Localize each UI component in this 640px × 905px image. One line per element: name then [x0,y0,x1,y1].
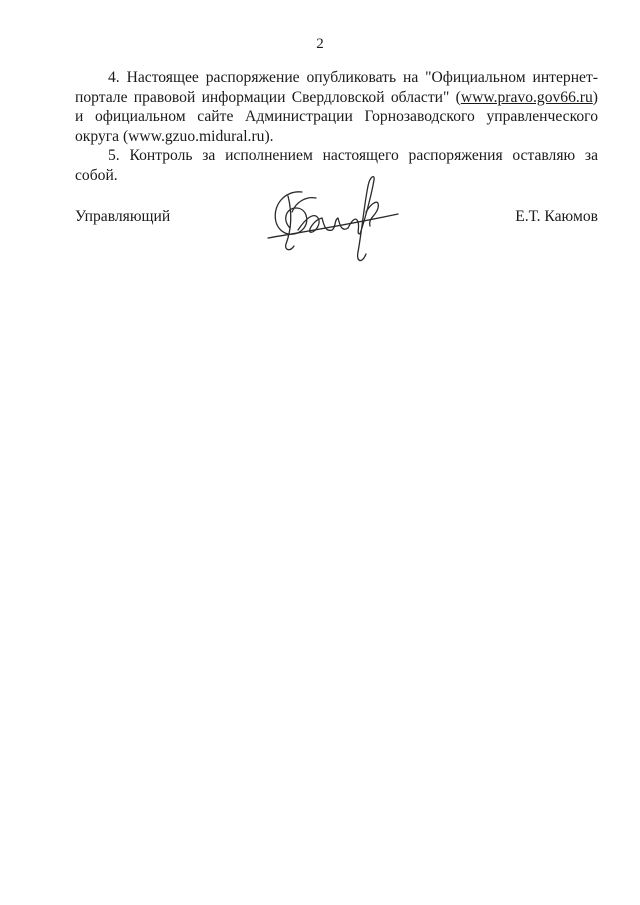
paragraph-4-text-start: 4. Настоящее распоряжение опубликовать на "Официальном интернет-портале правовой информации Свердловской области" ( [75,69,598,106]
paragraph-4 [75,68,598,146]
document-body [75,68,598,185]
pravo-link[interactable]: www.pravo.gov66.ru [460,88,593,106]
paragraph-5: 5. Контроль за исполнением настоящего распоряжения оставляю за собой. [75,147,598,184]
paragraph-4-text-end: ) и официальном сайте Администрации Горнозаводского управленческого округа (www.gzuo.midural.ru). [75,88,598,145]
signer-name: Е.Т. Каюмов [515,208,598,225]
page-number: 2 [316,36,324,52]
handwritten-signature [262,172,402,272]
signer-position: Управляющий [75,208,171,225]
